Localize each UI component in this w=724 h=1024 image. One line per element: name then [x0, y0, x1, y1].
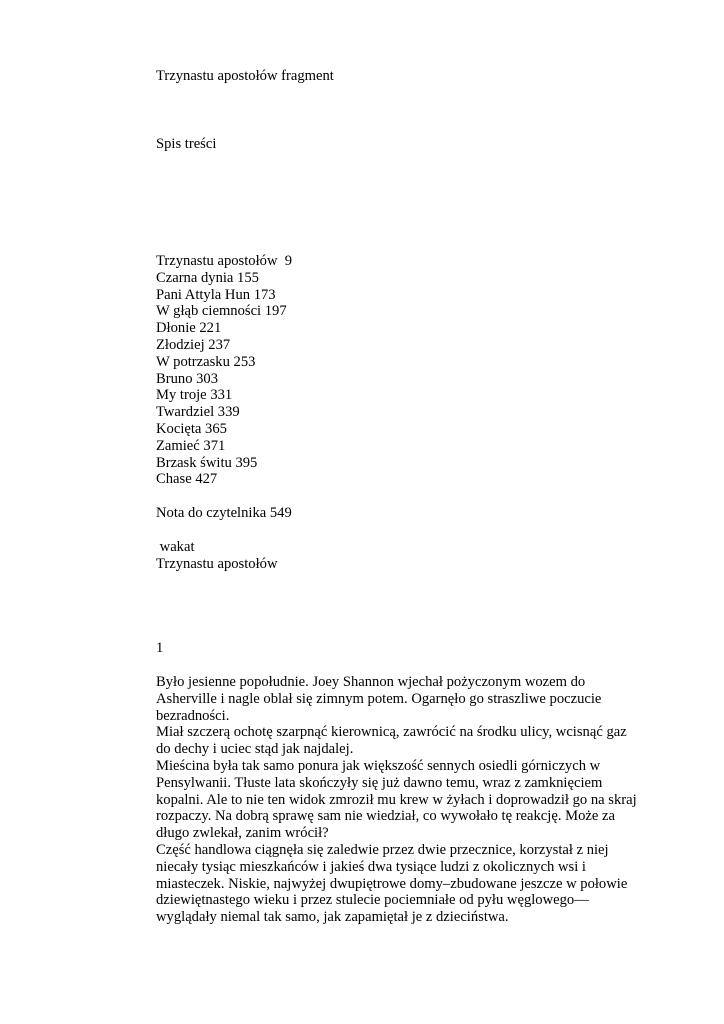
note-entry: Nota do czytelnika 549	[156, 505, 292, 521]
toc-entry: Czarna dynia 155	[156, 269, 259, 286]
toc-entry: Zamieć 371	[156, 437, 226, 454]
body-line: wyglądały niemal tak samo, jak zapamiętał je z dzieciństwa.	[156, 909, 509, 926]
wakat-label: wakat	[156, 539, 195, 555]
toc-entry: My troje 331	[156, 387, 233, 404]
toc-entry: Chase 427	[156, 471, 218, 488]
toc-entry: Brzask świtu 395	[156, 454, 258, 471]
body-line: niecały tysiąc mieszkańców i jakieś dwa tysiące ludzi z okolicznych wsi i	[156, 858, 586, 875]
toc-entry: Kocięta 365	[156, 420, 227, 437]
toc-entry: Bruno 303	[156, 370, 219, 387]
chapter-body	[156, 674, 646, 926]
body-line: długo zwlekał, zanim wrócił?	[156, 825, 329, 842]
body-line: Było jesienne popołudnie. Joey Shannon wjechał pożyczonym wozem do	[156, 674, 586, 690]
toc-entry: Pani Attyla Hun 173	[156, 286, 276, 303]
toc-entry: W głąb ciemności 197	[156, 303, 287, 320]
body-line: do dechy i uciec stąd jak najdalej.	[156, 741, 354, 758]
toc-heading: Spis treści	[156, 136, 217, 152]
body-line: miasteczek. Niskie, najwyżej dwupiętrowe domy–zbudowane jeszcze w połowie	[156, 875, 628, 892]
body-line: kopalni. Ale to nie ten widok zmroził mu krew w żyłach i doprowadził go na skraj	[156, 791, 637, 808]
toc-entry: Trzynastu apostołów 9	[156, 253, 293, 269]
body-line: dziewiętnastego wieku i przez stulecie pociemniałe od pyłu węglowego—	[156, 892, 589, 909]
body-line: Miał szczerą ochotę szarpnąć kierownicą, zawrócić na środku ulicy, wcisnąć gaz	[156, 724, 627, 741]
toc-entry: Twardziel 339	[156, 404, 240, 421]
toc-list	[156, 253, 646, 488]
body-line: bezradności.	[156, 707, 230, 724]
body-line: Część handlowa ciągnęła się zaledwie przez dwie przecznice, korzystał z niej	[156, 841, 609, 858]
document-title: Trzynastu apostołów fragment	[156, 68, 334, 84]
chapter-number: 1	[156, 640, 164, 656]
section-title: Trzynastu apostołów	[156, 556, 278, 572]
body-line: rozpaczy. Na dobrą sprawę sam nie wiedział, co wywołało tę reakcję. Może za	[156, 808, 615, 825]
body-line: Asherville i nagle oblał się zimnym potem. Ogarnęło go straszliwe poczucie	[156, 690, 602, 707]
body-line: Pensylwanii. Tłuste lata skończyły się już dawno temu, wraz z zamknięciem	[156, 774, 603, 791]
body-line: Mieścina była tak samo ponura jak większość sennych osiedli górniczych w	[156, 757, 601, 774]
toc-entry: W potrzasku 253	[156, 353, 256, 370]
toc-entry: Złodziej 237	[156, 336, 231, 353]
toc-entry: Dłonie 221	[156, 320, 222, 337]
